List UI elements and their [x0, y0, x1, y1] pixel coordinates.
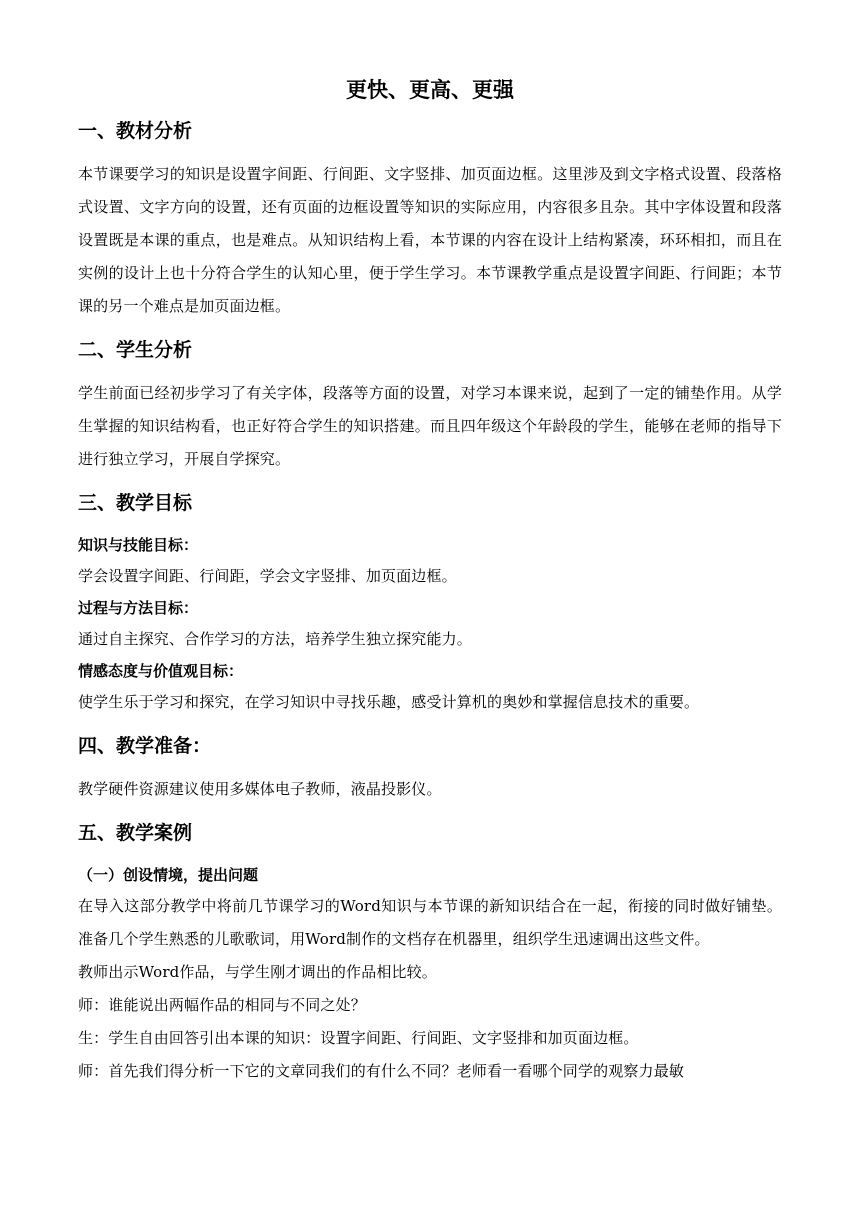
document-page	[78, 74, 782, 1088]
section-heading-teaching-case: 五、教学案例	[78, 822, 193, 844]
document-title: 更快、更高、更强	[346, 78, 514, 102]
goal-label-process-methods: 过程与方法目标：	[78, 599, 199, 617]
student-analysis-paragraph: 学生前面已经初步学习了有关字体，段落等方面的设置，对学习本课来说，起到了一定的铺垫作用。从学生掌握的知识结构看，也正好符合学生的知识搭建。而且四年级这个年龄段的学生，能够在老师的指导下进行独立学习，开展自学探究。	[78, 384, 782, 468]
textbook-analysis-paragraph: 本节课要学习的知识是设置字间距、行间距、文字竖排、加页面边框。这里涉及到文字格式设置、段落格式设置、文字方向的设置，还有页面的边框设置等知识的实际应用，内容很多且杂。其中字体设置和段落设置既是本课的重点，也是难点。从知识结构上看，本节课的内容在设计上结构紧凑，环环相扣，而且在实例的设计上也十分符合学生的认知心里，便于学生学习。本节课教学重点是设置字间距、行间距；本节课的另一个难点是加页面边框。	[78, 165, 782, 315]
goal-text-emotion-values: 使学生乐于学习和探究，在学习知识中寻找乐趣，感受计算机的奥妙和掌握信息技术的重要。	[78, 693, 700, 711]
teaching-case-paragraph: 在导入这部分教学中将前几节课学习的Word知识与本节课的新知识结合在一起，衔接的同时做好铺垫。准备几个学生熟悉的儿歌歌词，用Word制作的文档存在机器里，组织学生迅速调出这些文件。	[78, 897, 782, 948]
section-heading-teaching-preparation: 四、教学准备：	[78, 735, 212, 757]
goal-label-emotion-values: 情感态度与价值观目标：	[78, 662, 244, 680]
goal-label-knowledge-skills: 知识与技能目标：	[78, 536, 199, 554]
section-heading-student-analysis: 二、学生分析	[78, 339, 193, 361]
section-heading-textbook-analysis: 一、教材分析	[78, 120, 193, 142]
teaching-case-paragraph: 师：谁能说出两幅作品的相同与不同之处？	[78, 996, 366, 1014]
teaching-case-paragraph: 生：学生自由回答引出本课的知识：设置字间距、行间距、文字竖排和加页面边框。	[78, 1029, 639, 1047]
teaching-preparation-paragraph: 教学硬件资源建议使用多媒体电子教师，液晶投影仪。	[78, 780, 442, 798]
goal-text-process-methods: 通过自主探究、合作学习的方法，培养学生独立探究能力。	[78, 630, 472, 648]
subheading-create-situation: （一）创设情境，提出问题	[78, 866, 259, 884]
teaching-case-paragraph: 教师出示Word作品，与学生刚才调出的作品相比较。	[78, 963, 437, 981]
goal-text-knowledge-skills: 学会设置字间距、行间距，学会文字竖排、加页面边框。	[78, 567, 457, 585]
section-heading-teaching-goals: 三、教学目标	[78, 492, 193, 514]
teaching-case-paragraph: 师：首先我们得分析一下它的文章同我们的有什么不同？老师看一看哪个同学的观察力最敏	[78, 1062, 685, 1080]
